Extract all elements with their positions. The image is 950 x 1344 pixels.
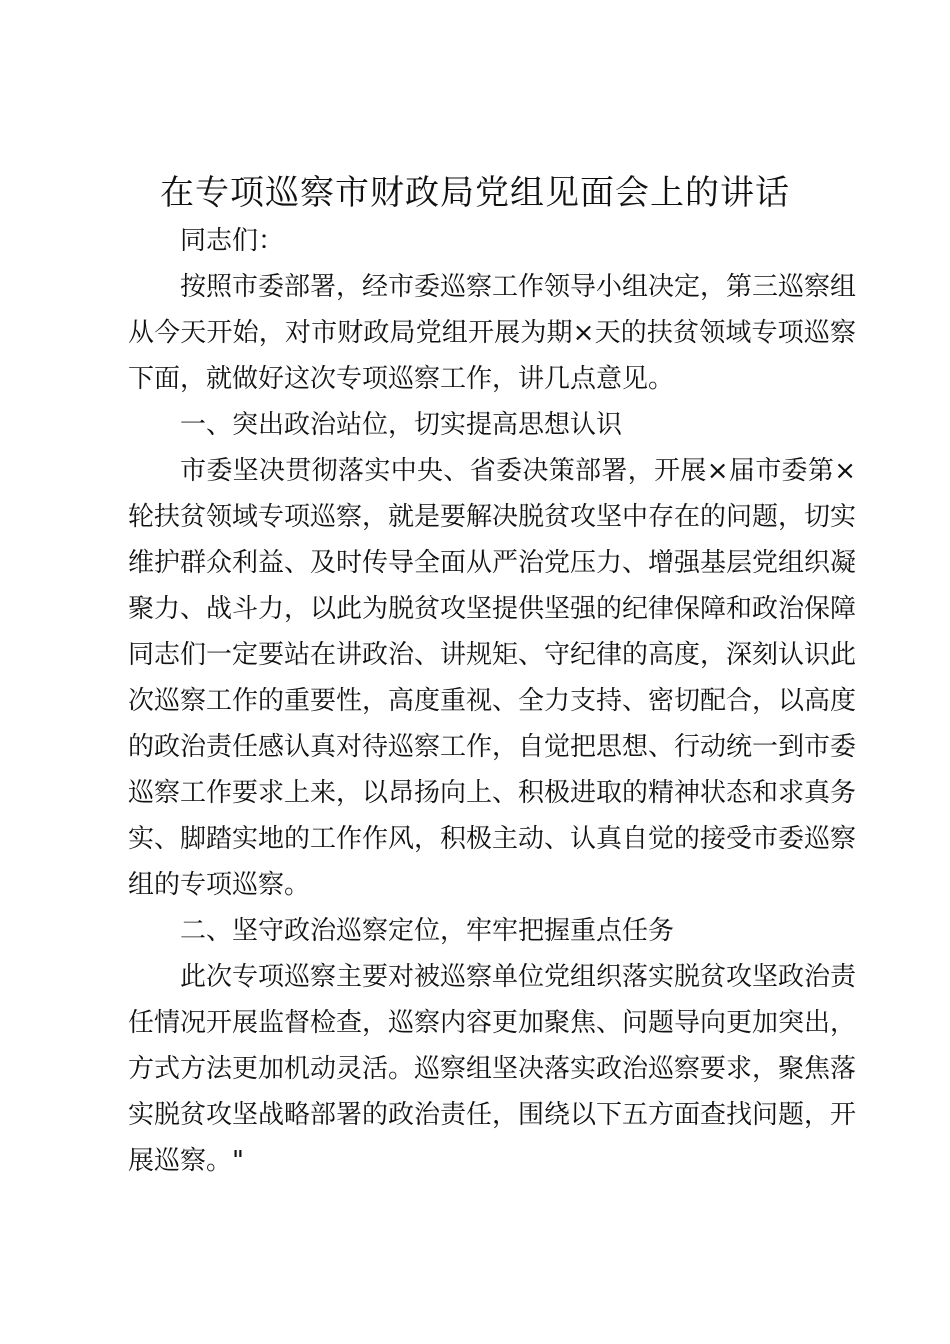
document-body [128,218,856,1184]
salutation: 同志们： [180,226,285,256]
document-title: 在专项巡察市财政局党组见面会上的讲话 [160,173,790,213]
paragraph-section-2: 此次专项巡察主要对被巡察单位党组织落实脱贫攻坚政治责任情况开展监督检查，巡察内容更加聚焦、问题导向更加突出，方式方法更加机动灵活。巡察组坚决落实政治巡察要求，聚焦落实脱贫攻坚战略部署的政治责任，围绕以下五方面查找问题，开展巡察。" [128,962,857,1176]
section-heading-2: 二、坚守政治巡察定位，牢牢把握重点任务 [180,916,675,946]
paragraph-section-1: 市委坚决贯彻落实中央、省委决策部署，开展×届市委第×轮扶贫领域专项巡察，就是要解决脱贫攻坚中存在的问题，切实维护群众利益、及时传导全面从严治党压力、增强基层党组织凝聚力、战斗力，以此为脱贫攻坚提供坚强的纪律保障和政治保障同志们一定要站在讲政治、讲规矩、守纪律的高度，深刻认识此次巡察工作的重要性，高度重视、全力支持、密切配合，以高度的政治责任感认真对待巡察工作，自觉把思想、行动统一到市委巡察工作要求上来，以昂扬向上、积极进取的精神状态和求真务实、脚踏实地的工作作风，积极主动、认真自觉的接受市委巡察组的专项巡察。 [128,456,857,900]
paragraph-intro: 按照市委部署，经市委巡察工作领导小组决定，第三巡察组从今天开始，对市财政局党组开展为期×天的扶贫领域专项巡察下面，就做好这次专项巡察工作，讲几点意见。 [128,272,857,394]
section-heading-1: 一、突出政治站位，切实提高思想认识 [180,410,623,440]
